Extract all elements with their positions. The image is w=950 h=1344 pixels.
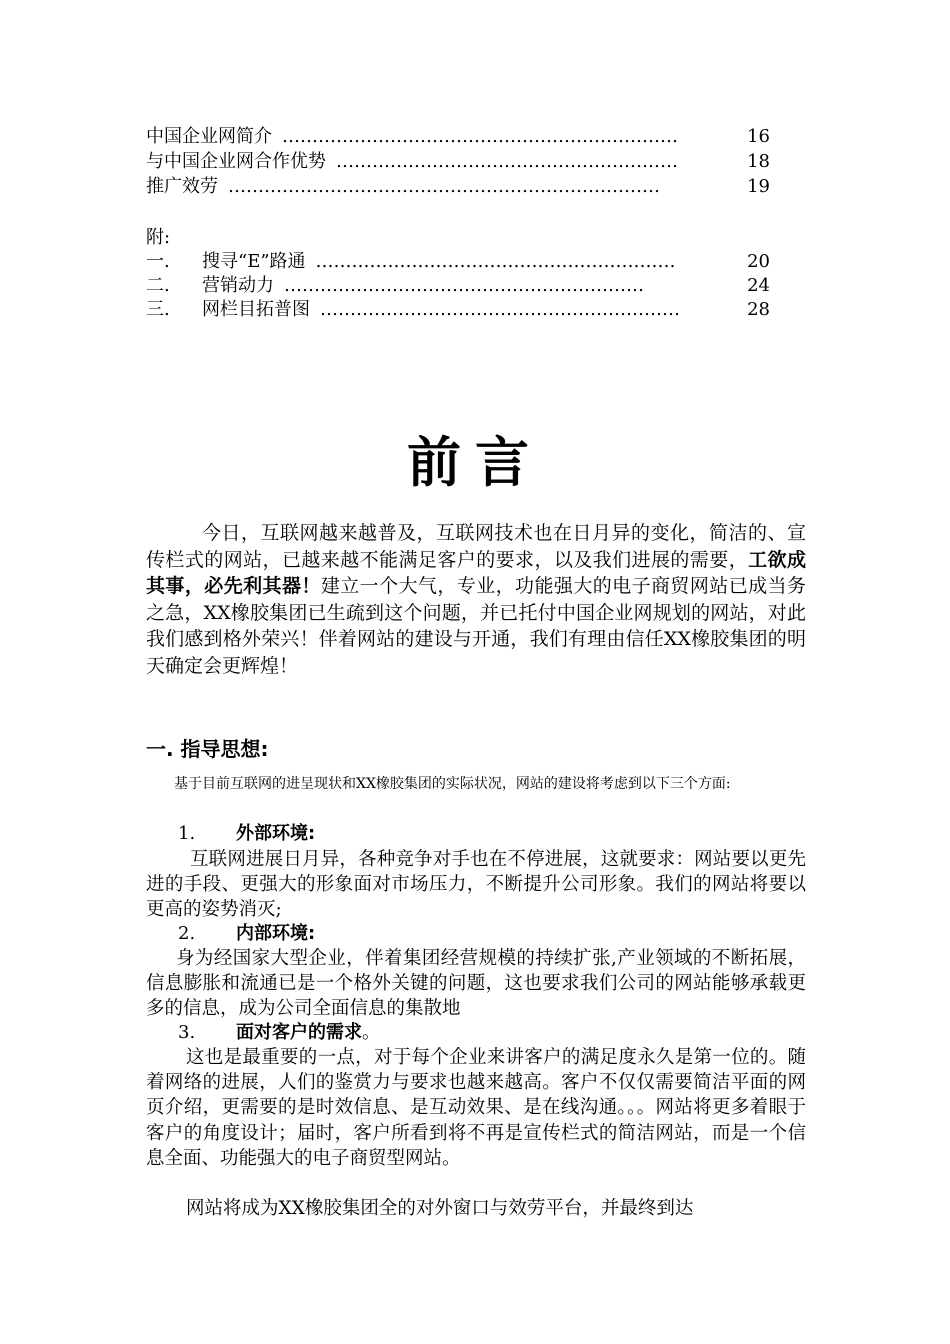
item-title: 外部环境: — [236, 823, 316, 844]
preface-text-a: 今日，互联网越来越普及，互联网技术也在日月异的变化，简洁的、宣传栏式的网站，已越来越不能满足客户的要求，以及我们进展的需要， — [146, 522, 806, 571]
preface-text-b: 建立一个大气，专业，功能强大的电子商贸网站已成当务之急，XX橡胶集团已生疏到这个问题，并已托付中国企业网规划的网站，对此我们感到格外荣兴！伴着网站的建设与开通，我们有理由信任XX橡胶集团的明天确定会更辉煌！ — [146, 575, 806, 677]
closing-paragraph — [146, 1196, 806, 1221]
item-heading — [178, 922, 315, 946]
toc-page: 28 — [747, 299, 770, 320]
item-title: 内部环境: — [236, 923, 316, 944]
section-heading: 一. 指导思想: — [146, 737, 269, 761]
appendix-num: 三. — [146, 299, 170, 320]
item-text: 这也是最重要的一点，对于每个企业来讲客户的满足度永久是第一位的。随着网络的进展，人们的鉴赏力与要求也越来越高。客户不仅仅需要简洁平面的网页介绍，更需要的是时效信息、是互动效果、是在线沟通。。。网站将更多着眼于客户的角度设计；届时，客户所看到将不再是宣传栏式的简洁网站，而是一个信息全面、功能强大的电子商贸型网站。 — [146, 1047, 806, 1169]
toc-entry — [146, 175, 770, 199]
item-num: 2. — [178, 923, 196, 944]
item-paragraph — [146, 847, 806, 922]
toc-page: 24 — [747, 275, 770, 296]
appendix-title: 搜寻“E”路通 — [202, 251, 306, 272]
item-paragraph — [146, 946, 806, 1021]
toc-leader: ……………………………………………………………… — [228, 176, 660, 197]
item-paragraph — [146, 1045, 806, 1171]
preface-text-bold: 工欲成其事，必先利其器！ — [146, 548, 806, 598]
preface-paragraph — [146, 520, 806, 680]
preface-title: 前言 — [407, 430, 543, 494]
toc-entry — [146, 150, 770, 174]
toc-page: 18 — [747, 151, 770, 172]
item-text: 互联网进展日月异，各种竞争对手也在不停进展，这就要求：网站要以更先进的手段、更强大的形象面对市场压力，不断提升公司形象。我们的网站将要以更高的姿势消灭; — [146, 849, 806, 920]
section-intro-text: 基于目前互联网的进呈现状和XX橡胶集团的实际状况，网站的建设将考虑到以下三个方面: — [174, 776, 731, 792]
toc-leader: ………………………………………………………… — [282, 126, 678, 147]
section-intro — [146, 772, 806, 797]
toc-entry — [146, 125, 770, 149]
toc-page: 16 — [747, 126, 770, 147]
closing-text: 网站将成为XX橡胶集团全的对外窗口与效劳平台，并最终到达 — [186, 1198, 694, 1219]
appendix-label: 附: — [146, 227, 171, 248]
item-num: 3. — [178, 1022, 196, 1043]
toc-page: 20 — [747, 251, 770, 272]
appendix-num: 二. — [146, 275, 170, 296]
item-title-tail: 。 — [362, 1022, 380, 1043]
appendix-title: 营销动力 — [202, 275, 274, 296]
toc-page: 19 — [747, 176, 770, 197]
toc-title: 中国企业网简介 — [146, 126, 272, 147]
item-title: 面对客户的需求 — [236, 1022, 362, 1043]
toc-leader: ………………………………………………… — [336, 151, 678, 172]
item-heading — [178, 822, 315, 846]
appendix-entry — [146, 274, 770, 298]
item-text: 身为经国家大型企业，伴着集团经营规模的持续扩张,产业领域的不断拓展，信息膨胀和流通已是一个格外关键的问题，这也要求我们公司的网站能够承载更多的信息，成为公司全面信息的集散地 — [146, 948, 806, 1019]
toc-leader: …………………………………………………… — [320, 299, 680, 320]
appendix-num: 一. — [146, 251, 170, 272]
item-heading — [178, 1021, 380, 1045]
toc-title: 与中国企业网合作优势 — [146, 151, 326, 172]
toc-title: 推广效劳 — [146, 176, 218, 197]
toc-leader: …………………………………………………… — [315, 251, 676, 272]
appendix-entry — [146, 298, 770, 322]
toc-leader: …………………………………………………… — [284, 275, 644, 296]
appendix-entry — [146, 250, 770, 274]
appendix-title: 网栏目拓普图 — [202, 299, 310, 320]
item-num: 1. — [178, 823, 196, 844]
